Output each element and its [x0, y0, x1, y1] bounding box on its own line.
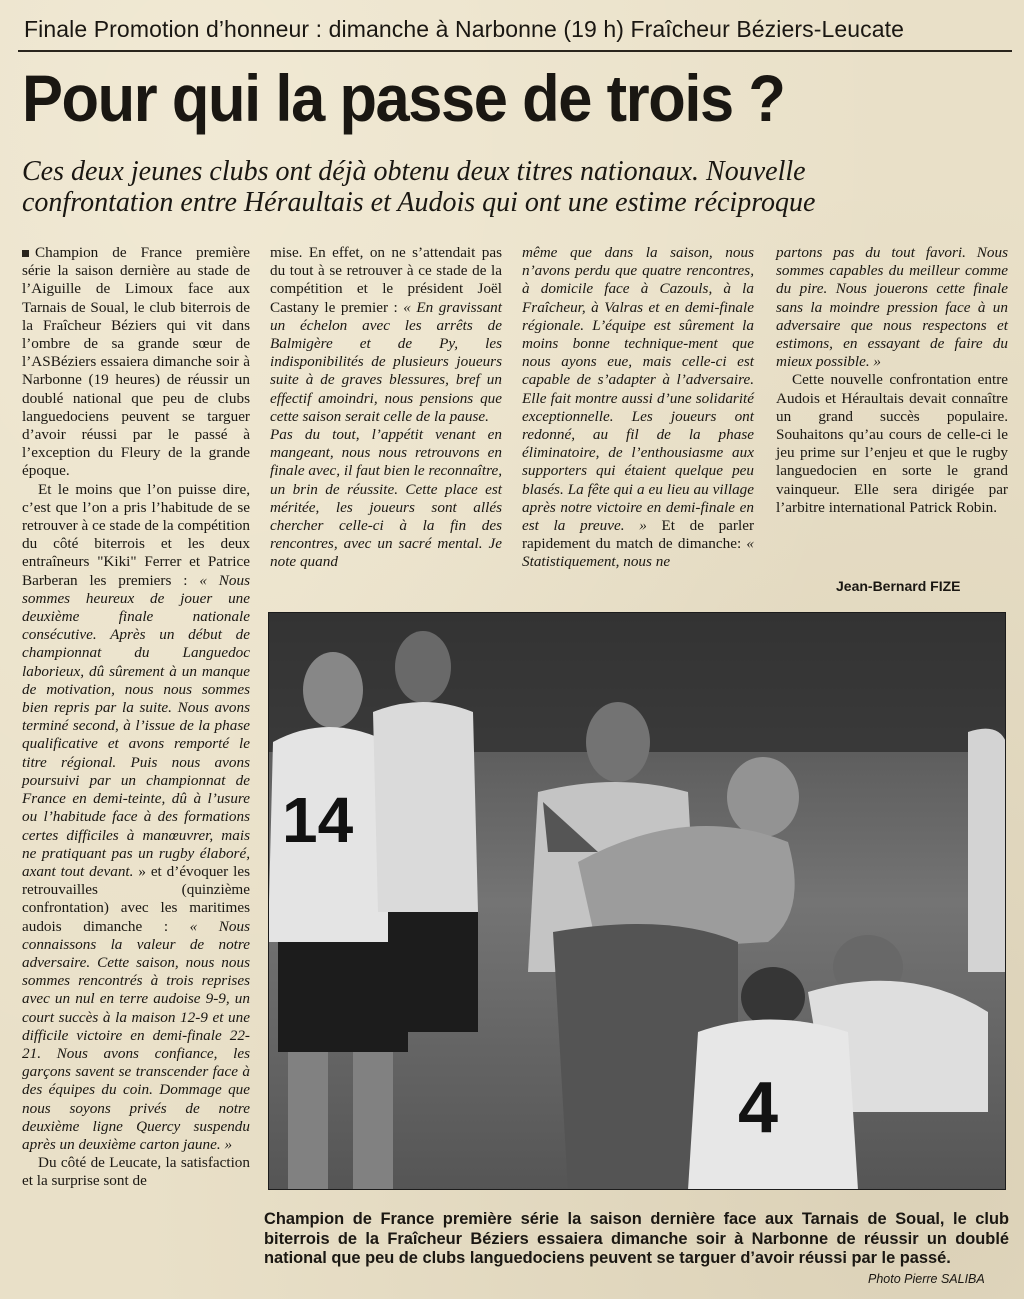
jersey-number-4: 4	[738, 1068, 779, 1148]
paragraph-text: Et le moins que l’on puisse dire, c’est que l’on a pris l’habitude de se retrouver à ce stade de la compétition du côté biterrois et les deux entraîneurs "Kiki" Ferrer et Patrice Barberan les premiers :	[22, 480, 250, 589]
paragraph-text: mise. En effet, on ne s’attendait pas du tout à se retrouver à ce stade de la compétition et le président Joël Castany le premier :	[270, 244, 502, 316]
column-paragraph	[22, 481, 250, 1155]
paragraph-text: » et d’évoquer les retrouvailles (quinzième confrontation) avec les maritimes audois dimanche :	[22, 862, 250, 935]
headline: Pour qui la passe de trois ?	[22, 61, 785, 135]
player-right-edge	[968, 729, 1006, 972]
quote-text: « En gravissant un échelon avec les arrêts de Balmigère et de Py, les indisponibilités de plusieurs joueurs suite à de graves blessures, bref un effectif amoindri, nous pensions que cette saison serait celle de la pause.	[270, 298, 502, 425]
column-paragraph: partons pas du tout favori. Nous sommes capables du meilleur comme du pire. Nous jouerons cette finale sans la moindre pression face à un adversaire que nous respectons et estimons, en essayant de faire du mieux possible. »	[776, 244, 1008, 371]
quote-text: même que dans la saison, nous n’avons perdu que quatre rencontres, à domicile face à Cazouls, à la Fraîcheur, à Valras et en demi-finale régionale. L’équipe est sûrement la moins bonne technique-ment que nous ayons eue, mais celle-ci est capable de s’adapter à l’adversaire. Elle fait montre aussi d’une solidarité exceptionnelle. Les joueurs ont redonné, au fil de la phase éliminatoire, de l’enthousiasme aux supporters qui étaient quelque peu blasés. La fête qui a eu lieu au village après notre victoire en demi-finale en est la preuve. »	[522, 244, 754, 535]
rugby-photo-illustration	[268, 612, 1006, 1190]
article-column-1	[22, 244, 250, 1191]
photo-credit: Photo Pierre SALIBA	[868, 1272, 985, 1286]
byline: Jean-Bernard FIZE	[836, 578, 961, 594]
column-paragraph	[22, 244, 250, 481]
rugby-photo	[268, 612, 1006, 1190]
article-column-3	[522, 244, 754, 572]
quote-text: « Nous sommes heureux de jouer une deuxième finale nationale consécutive. Après un début de championnat du Languedoc laborieux, dû sûrement à un manque de motivation, nous nous sommes bien repris par la suite. Nous avons terminé second, à l’issue de la phase qualificative et avons remporté le titre régional. Puis nous avons poursuivi par un championnat de France en demi-teinte, dû à l’usure ou l’habitude face à des formations certes difficiles à manœuvrer, mais ne pratiquant pas un rugby élaboré, axant tout devant.	[22, 571, 250, 880]
photo-caption: Champion de France première série la saison dernière face aux Tarnais de Soual, le club biterrois de la Fraîcheur Béziers essaiera dimanche soir à Narbonne de réussir un doublé national que peu de clubs languedociens peuvent se targuer d’avoir réussi par le passé.	[264, 1210, 1009, 1267]
column-paragraph: Du côté de Leucate, la satisfaction et la surprise sont de	[22, 1154, 250, 1190]
article-column-2	[270, 244, 502, 572]
column-paragraph: Cette nouvelle confrontation entre Audois et Héraultais devait connaître un grand succès populaire. Souhaitons qu’au cours de celle-ci le jeu prime sur l’enjeu et que le rugby languedocien en sorte le grand vainqueur. Elle sera dirigée par l’arbitre international Patrick Robin.	[776, 371, 1008, 516]
kicker-line: Finale Promotion d’honneur : dimanche à Narbonne (19 h) Fraîcheur Béziers-Leucate	[24, 16, 905, 42]
article-column-4	[776, 244, 1008, 517]
jersey-number-14: 14	[282, 784, 354, 856]
bullet-square-icon	[22, 250, 29, 257]
paragraph-text: Et de parler rapidement du match de dimanche:	[522, 517, 754, 553]
subhead-line-2: confrontation entre Héraultais et Audois qui ont une estime réciproque	[22, 187, 816, 218]
quote-text: « Statistiquement, nous ne	[522, 535, 755, 571]
column-paragraph	[522, 244, 754, 572]
subhead	[22, 156, 1012, 218]
quote-text: « Nous connaissons la valeur de notre adversaire. Cette saison, nous nous sommes rencontrés à trois reprises avec un nul en terre audoise 9-9, un court succès à la maison 12-9 et une difficile victoire en demi-finale 22-21. Nous avons confiance, les garçons savent se transcender face à des équipes du coin. Dommage que nous soyons privés de notre deuxième ligne Quercy suspendu après un deuxième carton jaune. »	[22, 917, 250, 1153]
lead-paragraph: Champion de France première série la saison dernière au stade de l’Aiguille de Limoux face aux Tarnais de Soual, le club biterrois de la Fraîcheur Béziers qui vit dans l’ombre de sa grande sœur de l’ASBéziers essaiera dimanche soir à Narbonne (19 heures) de réussir un doublé national que peu de clubs languedociens peuvent se targuer d’avoir réussi par le passé à l’exception du Fleury de la grande époque.	[22, 244, 250, 480]
kicker-rule	[18, 50, 1012, 52]
column-paragraph: Pas du tout, l’appétit venant en mangeant, nous nous retrouvons en finale avec, il faut bien le reconnaître, un brin de réussite. Cette place est méritée, les joueurs sont allés chercher celle-ci à la fin des rencontres, avec un sacré mental. Je note quand	[270, 426, 502, 571]
subhead-line-1: Ces deux jeunes clubs ont déjà obtenu deux titres nationaux. Nouvelle	[22, 156, 806, 187]
column-paragraph	[270, 244, 502, 426]
